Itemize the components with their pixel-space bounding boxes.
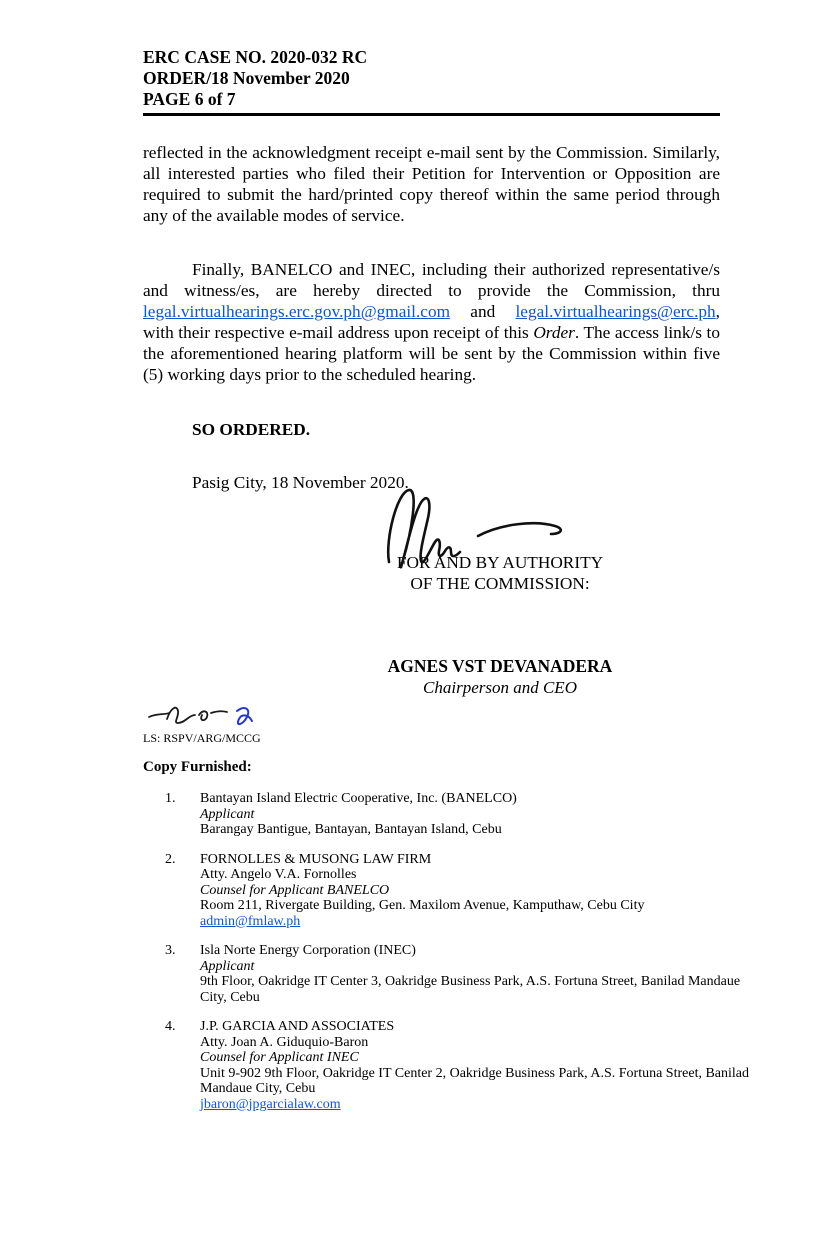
recipient-address: Unit 9-902 9th Floor, Oakridge IT Center 2, Oakridge Business Park, A.S. Fortuna Street, Banilad Mandaue City, Cebu xyxy=(200,1065,750,1096)
recipient-role: Counsel for Applicant BANELCO xyxy=(200,882,390,898)
paragraph-continuation: reflected in the acknowledgment receipt e-mail sent by the Commission. Similarly, all interested parties who filed their Petition for Intervention or Opposition are required to submit the hard/printed copy thereof within the same period through any of the available modes of service. xyxy=(143,143,720,225)
gmail-hearing-link[interactable]: legal.virtualhearings.erc.gov.ph@gmail.com xyxy=(143,302,451,321)
case-header xyxy=(143,47,720,116)
recipient-address: 9th Floor, Oakridge IT Center 3, Oakridge Business Park, A.S. Fortuna Street, Banilad Mandaue City, Cebu xyxy=(200,974,741,1005)
para2-text-3: , with their respective e-mail address upon receipt of this xyxy=(143,302,720,342)
recipient-attorney: Atty. Joan A. Giduquio-Baron xyxy=(200,1034,369,1050)
copy-furnished-heading: Copy Furnished: xyxy=(143,759,252,775)
recipient-role: Counsel for Applicant INEC xyxy=(200,1050,359,1065)
recipient-name: Isla Norte Energy Corporation (INEC) xyxy=(200,943,416,958)
list-item xyxy=(143,943,770,1005)
recipient-attorney: Atty. Angelo V.A. Fornolles xyxy=(200,867,357,882)
authority-line-2: OF THE COMMISSION: xyxy=(410,574,590,593)
authority-line-1: FOR AND BY AUTHORITY xyxy=(396,553,604,572)
document-content xyxy=(143,47,750,1126)
recipient-email-link[interactable]: admin@fmlaw.ph xyxy=(200,913,301,929)
initials-row xyxy=(143,703,720,731)
list-item xyxy=(143,852,770,930)
recipient-email-link[interactable]: jbaron@jpgarcialaw.com xyxy=(200,1096,341,1112)
para2-text-2: and xyxy=(450,302,516,321)
order-word-italic: Order xyxy=(533,323,575,342)
so-ordered-text: SO ORDERED. xyxy=(192,420,311,439)
list-item-number: 3. xyxy=(165,943,176,958)
copy-furnished-list xyxy=(143,791,750,1112)
list-item-number: 1. xyxy=(165,791,176,806)
recipient-name: FORNOLLES & MUSONG LAW FIRM xyxy=(200,851,432,867)
paragraph-finally xyxy=(143,259,720,385)
signatory-title: Chairperson and CEO xyxy=(423,678,577,697)
list-item-number: 2. xyxy=(165,851,176,867)
case-number: ERC CASE NO. 2020-032 RC xyxy=(143,47,368,67)
staff-initials-icon xyxy=(145,703,270,731)
list-item-number: 4. xyxy=(165,1019,176,1034)
erc-hearing-link[interactable]: legal.virtualhearings@erc.ph xyxy=(515,302,716,321)
signatory-block xyxy=(355,656,645,699)
page-number: PAGE 6 of 7 xyxy=(143,89,236,109)
place-date-line: Pasig City, 18 November 2020. xyxy=(192,473,409,492)
ls-reference-line: LS: RSPV/ARG/MCCG xyxy=(143,731,261,745)
recipient-address: Barangay Bantigue, Bantayan, Bantayan Island, Cebu xyxy=(200,822,502,837)
list-item xyxy=(143,791,770,838)
list-item xyxy=(143,1019,770,1112)
recipient-name: J.P. GARCIA AND ASSOCIATES xyxy=(200,1019,395,1034)
signatory-name: AGNES VST DEVANADERA xyxy=(387,656,613,676)
authority-block xyxy=(355,552,645,594)
recipient-name: Bantayan Island Electric Cooperative, Inc. (BANELCO) xyxy=(200,791,517,806)
recipient-role: Applicant xyxy=(200,806,255,822)
order-date: ORDER/18 November 2020 xyxy=(143,68,350,88)
para2-text-1: Finally, BANELCO and INEC, including their authorized representative/s and witness/es, are hereby directed to provide the Commission, thru xyxy=(143,260,720,300)
recipient-address: Room 211, Rivergate Building, Gen. Maxilom Avenue, Kamputhaw, Cebu City xyxy=(200,898,645,913)
recipient-role: Applicant xyxy=(200,958,255,974)
para2-text-4: . The access link/s to the aforementioned hearing platform will be sent by the Commission within five (5) working days prior to the scheduled hearing. xyxy=(143,323,720,384)
